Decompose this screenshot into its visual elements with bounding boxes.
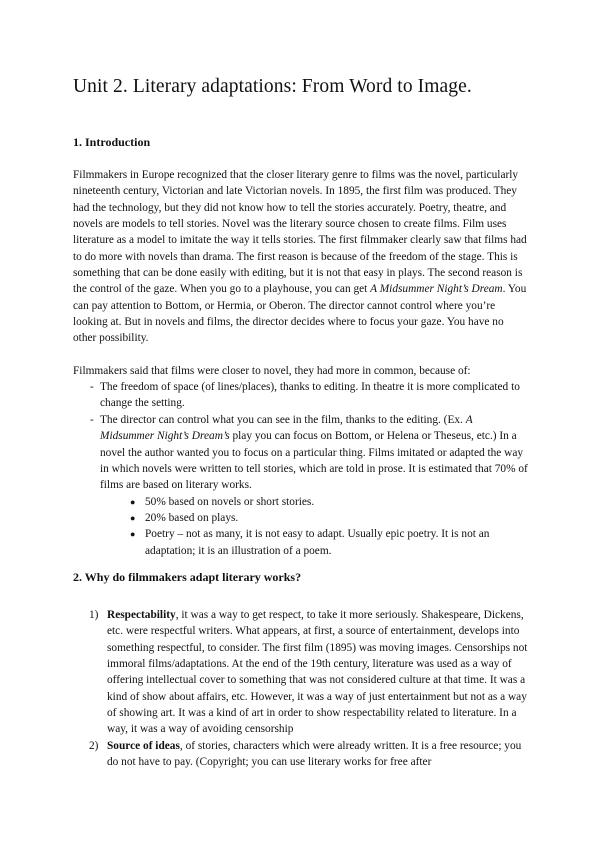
reasons-list [73,379,528,493]
list-item-text-a: The director can control what you can see in the film, thanks to the editing. (Ex. [100,413,466,426]
play-title-midsummer-possessive: A Midsummer Night’s Dream’s [100,413,473,443]
bullet-icon: ● [130,529,136,540]
list-number: 1) [89,608,99,621]
bullet-icon: ● [130,496,136,507]
list-item [117,494,528,510]
list-number: 2) [89,739,99,752]
term-source-of-ideas: Source of ideas [107,739,180,752]
document-title: Unit 2. Literary adaptations: From Word to Image. [73,76,472,97]
term-respectability: Respectability [107,608,176,621]
list-item-text: Poetry – not as many, it is not easy to adapt. Usually epic poetry. It is not an adaptation; it is an illustration of a poem. [145,528,490,557]
list-item-text: , it was a way to get respect, to take it more seriously. Shakespeare, Dickens, etc. were respectful writers. What appears, at first, a source of entertainment, develops into something respectful, to consider. The first film (1895) was moving images. Censorships not immoral films/adaptations. At the end of the 19th century, literature was used as a way of offering intellectual cover to something that was not considered culture at that time. It was a kind of show about affairs, etc. However, it was a way of just entertainment but not as a way of showing art. It was a kind of art in order to show respectability related to literature. In a way, it was a way of avoiding censorship [107,608,528,736]
list-item [73,607,528,738]
play-title-midsummer: A Midsummer Night’s Dream [370,283,503,296]
list-item [73,412,528,494]
statistics-list [117,494,528,559]
dash-marker: - [90,413,94,426]
intro-paragraph-1 [73,167,528,347]
list-item [73,738,528,771]
reasons-numbered-list [73,607,528,770]
intro-paragraph-1-text-b: . You can pay attention to Bottom, or Hermia, or Oberon. The director cannot control where you’re looking at. But in novels and films, the director decides where to focus your gaze. You have no other possibility. [73,283,527,345]
list-item [117,526,528,559]
section-heading-introduction: 1. Introduction [73,135,151,149]
section-heading-why-adapt: 2. Why do filmmakers adapt literary works? [73,569,302,584]
bullet-icon: ● [130,512,136,523]
intro-paragraph-1-text-a: Filmmakers in Europe recognized that the closer literary genre to films was the novel, particularly nineteenth century, Victorian and late Victorian novels. In 1895, the first film was produced. They had the technology, but they did not know how to tell the stories accurately. Poetry, theatre, and novels are models to tell stories. Novel was the literary source chosen to create films. Film uses literature as a model to imitate the way it tells stories. The first filmmaker clearly saw that films had to do more with novels than drama. The first reason is because of the freedom of the stage. This is something that can be done easily with editing, but it is not that easy in plays. The second reason is the control of the gaze. When you go to a playhouse, you can get [73,169,527,296]
list-item-text: The freedom of space (of lines/places), thanks to editing. In theatre it is more complicated to change the setting. [100,381,520,410]
list-item-text: , of stories, characters which were already written. It is a free resource; you do not have to pay. (Copyright; you can use literary works for free after [107,739,522,768]
intro-paragraph-2: Filmmakers said that films were closer to novel, they had more in common, because of: [73,364,471,377]
dash-marker: - [90,381,94,394]
list-item-text-b: play you can focus on Bottom, or Helena or Theseus, etc.) In a novel the author wanted you to focus on a particular thing. Films imitated or adapted the way in which novels were written to tell stories, which are told in prose. It is estimated that 70% of films are based on literary works. [100,430,528,492]
list-item [73,379,528,412]
list-item-text: 20% based on plays. [145,511,239,524]
list-item [117,510,528,526]
list-item-text: 50% based on novels or short stories. [145,495,315,508]
